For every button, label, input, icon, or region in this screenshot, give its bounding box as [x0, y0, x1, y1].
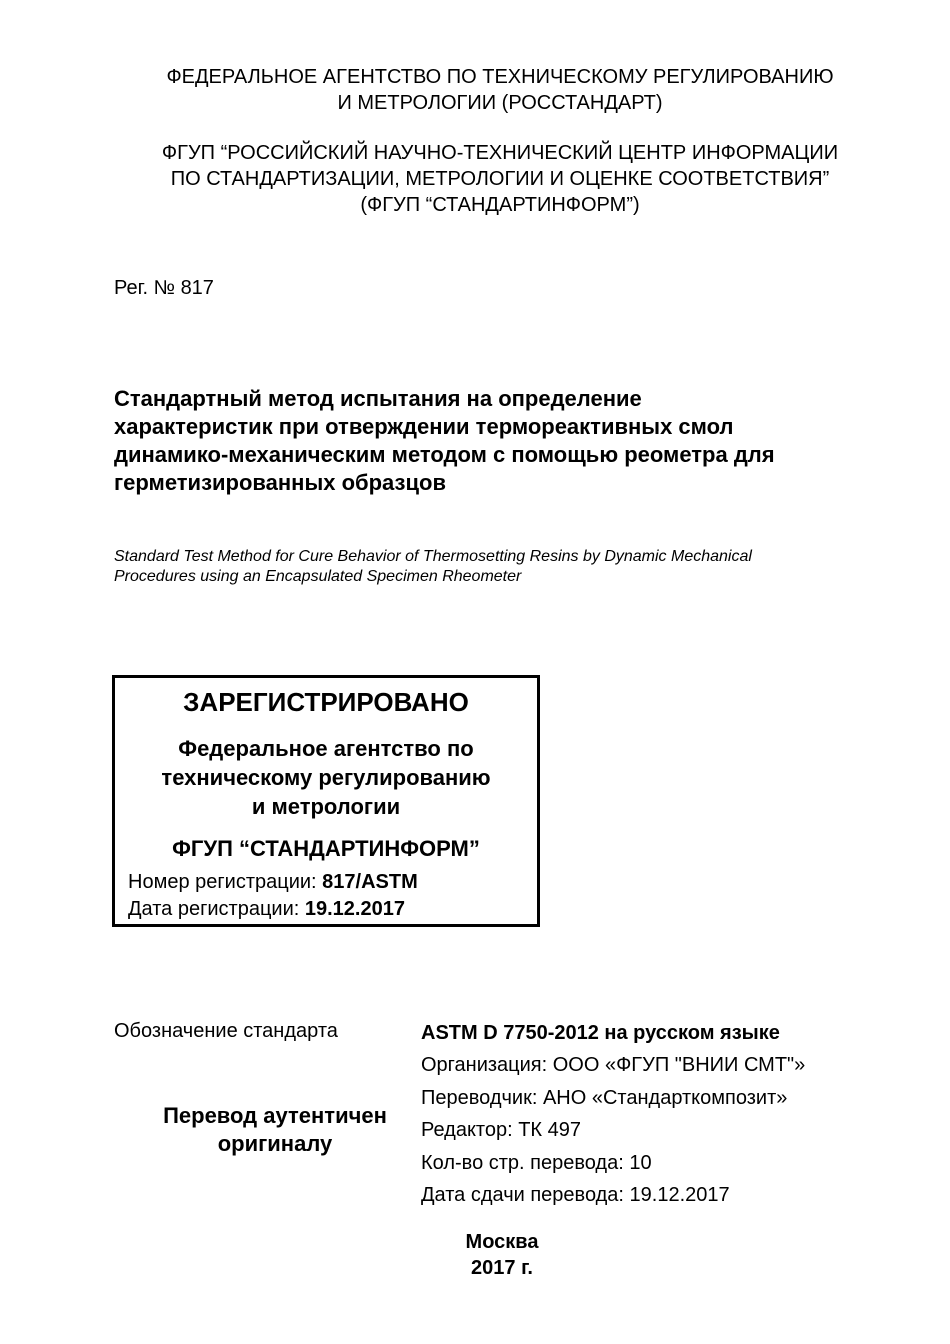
stamp-number-value: 817/ASTM: [322, 871, 418, 893]
stamp-date-label: Дата регистрации:: [128, 898, 305, 920]
editor-info: Редактор: ТК 497: [421, 1119, 581, 1141]
stamp-number-label: Номер регистрации:: [128, 871, 323, 893]
stamp-title: ЗАРЕГИСТРИРОВАНО: [183, 687, 469, 717]
title-ru-line: герметизированных образцов: [114, 470, 446, 495]
authenticity-note: [115, 1102, 435, 1158]
stamp-agency-line: техническому регулированию: [161, 765, 491, 790]
year: 2017 г.: [471, 1257, 533, 1279]
agency-header-line: И МЕТРОЛОГИИ (РОССТАНДАРТ): [337, 92, 663, 114]
registration-number: Рег. № 817: [114, 277, 214, 299]
stamp-agency-line: и метрологии: [251, 794, 401, 819]
organization-info: Организация: ООО «ФГУП "ВНИИ СМТ"»: [421, 1054, 806, 1076]
standard-designation-value: ASTM D 7750-2012 на русском языке: [421, 1022, 780, 1044]
stamp-registration-number: [128, 870, 418, 894]
document-title-en: [114, 547, 894, 587]
center-org-header: [0, 140, 950, 218]
agency-header-line: ФЕДЕРАЛЬНОЕ АГЕНТСТВО ПО ТЕХНИЧЕСКОМУ РЕГУЛИРОВАНИЮ: [166, 66, 834, 88]
page-count-info: Кол-во стр. перевода: 10: [421, 1152, 652, 1174]
title-en-line: Standard Test Method for Cure Behavior of Thermosetting Resins by Dynamic Mechanical: [114, 548, 752, 565]
translator-info: Переводчик: АНО «Стандарткомпозит»: [421, 1087, 788, 1109]
stamp-registration-date: [128, 897, 405, 921]
title-ru-line: характеристик при отверждении термореактивных смол: [114, 414, 734, 439]
center-org-line: ПО СТАНДАРТИЗАЦИИ, МЕТРОЛОГИИ И ОЦЕНКЕ СООТВЕТСТВИЯ”: [170, 168, 830, 190]
registration-stamp: [112, 675, 540, 927]
stamp-date-value: 19.12.2017: [304, 898, 405, 920]
title-ru-line: динамико-механическим методом с помощью реометра для: [114, 442, 775, 467]
title-ru-line: Стандартный метод испытания на определение: [114, 386, 642, 411]
center-org-line: ФГУП “РОССИЙСКИЙ НАУЧНО-ТЕХНИЧЕСКИЙ ЦЕНТР ИНФОРМАЦИИ: [161, 142, 839, 164]
standard-designation-label: Обозначение стандарта: [114, 1020, 338, 1042]
stamp-agency-line: Федеральное агентство по: [178, 736, 474, 761]
city: Москва: [465, 1231, 539, 1253]
agency-header: [0, 64, 950, 116]
stamp-agency: [115, 734, 537, 821]
center-org-line: (ФГУП “СТАНДАРТИНФОРМ”): [360, 194, 640, 216]
document-title-ru: [114, 385, 914, 497]
delivery-date-info: Дата сдачи перевода: 19.12.2017: [421, 1184, 730, 1206]
stamp-organization: ФГУП “СТАНДАРТИНФОРМ”: [172, 836, 480, 861]
authenticity-line: оригиналу: [217, 1131, 333, 1156]
authenticity-line: Перевод аутентичен: [163, 1103, 387, 1128]
place-and-year: [402, 1229, 602, 1281]
title-en-line: Procedures using an Encapsulated Specimen Rheometer: [114, 568, 522, 585]
